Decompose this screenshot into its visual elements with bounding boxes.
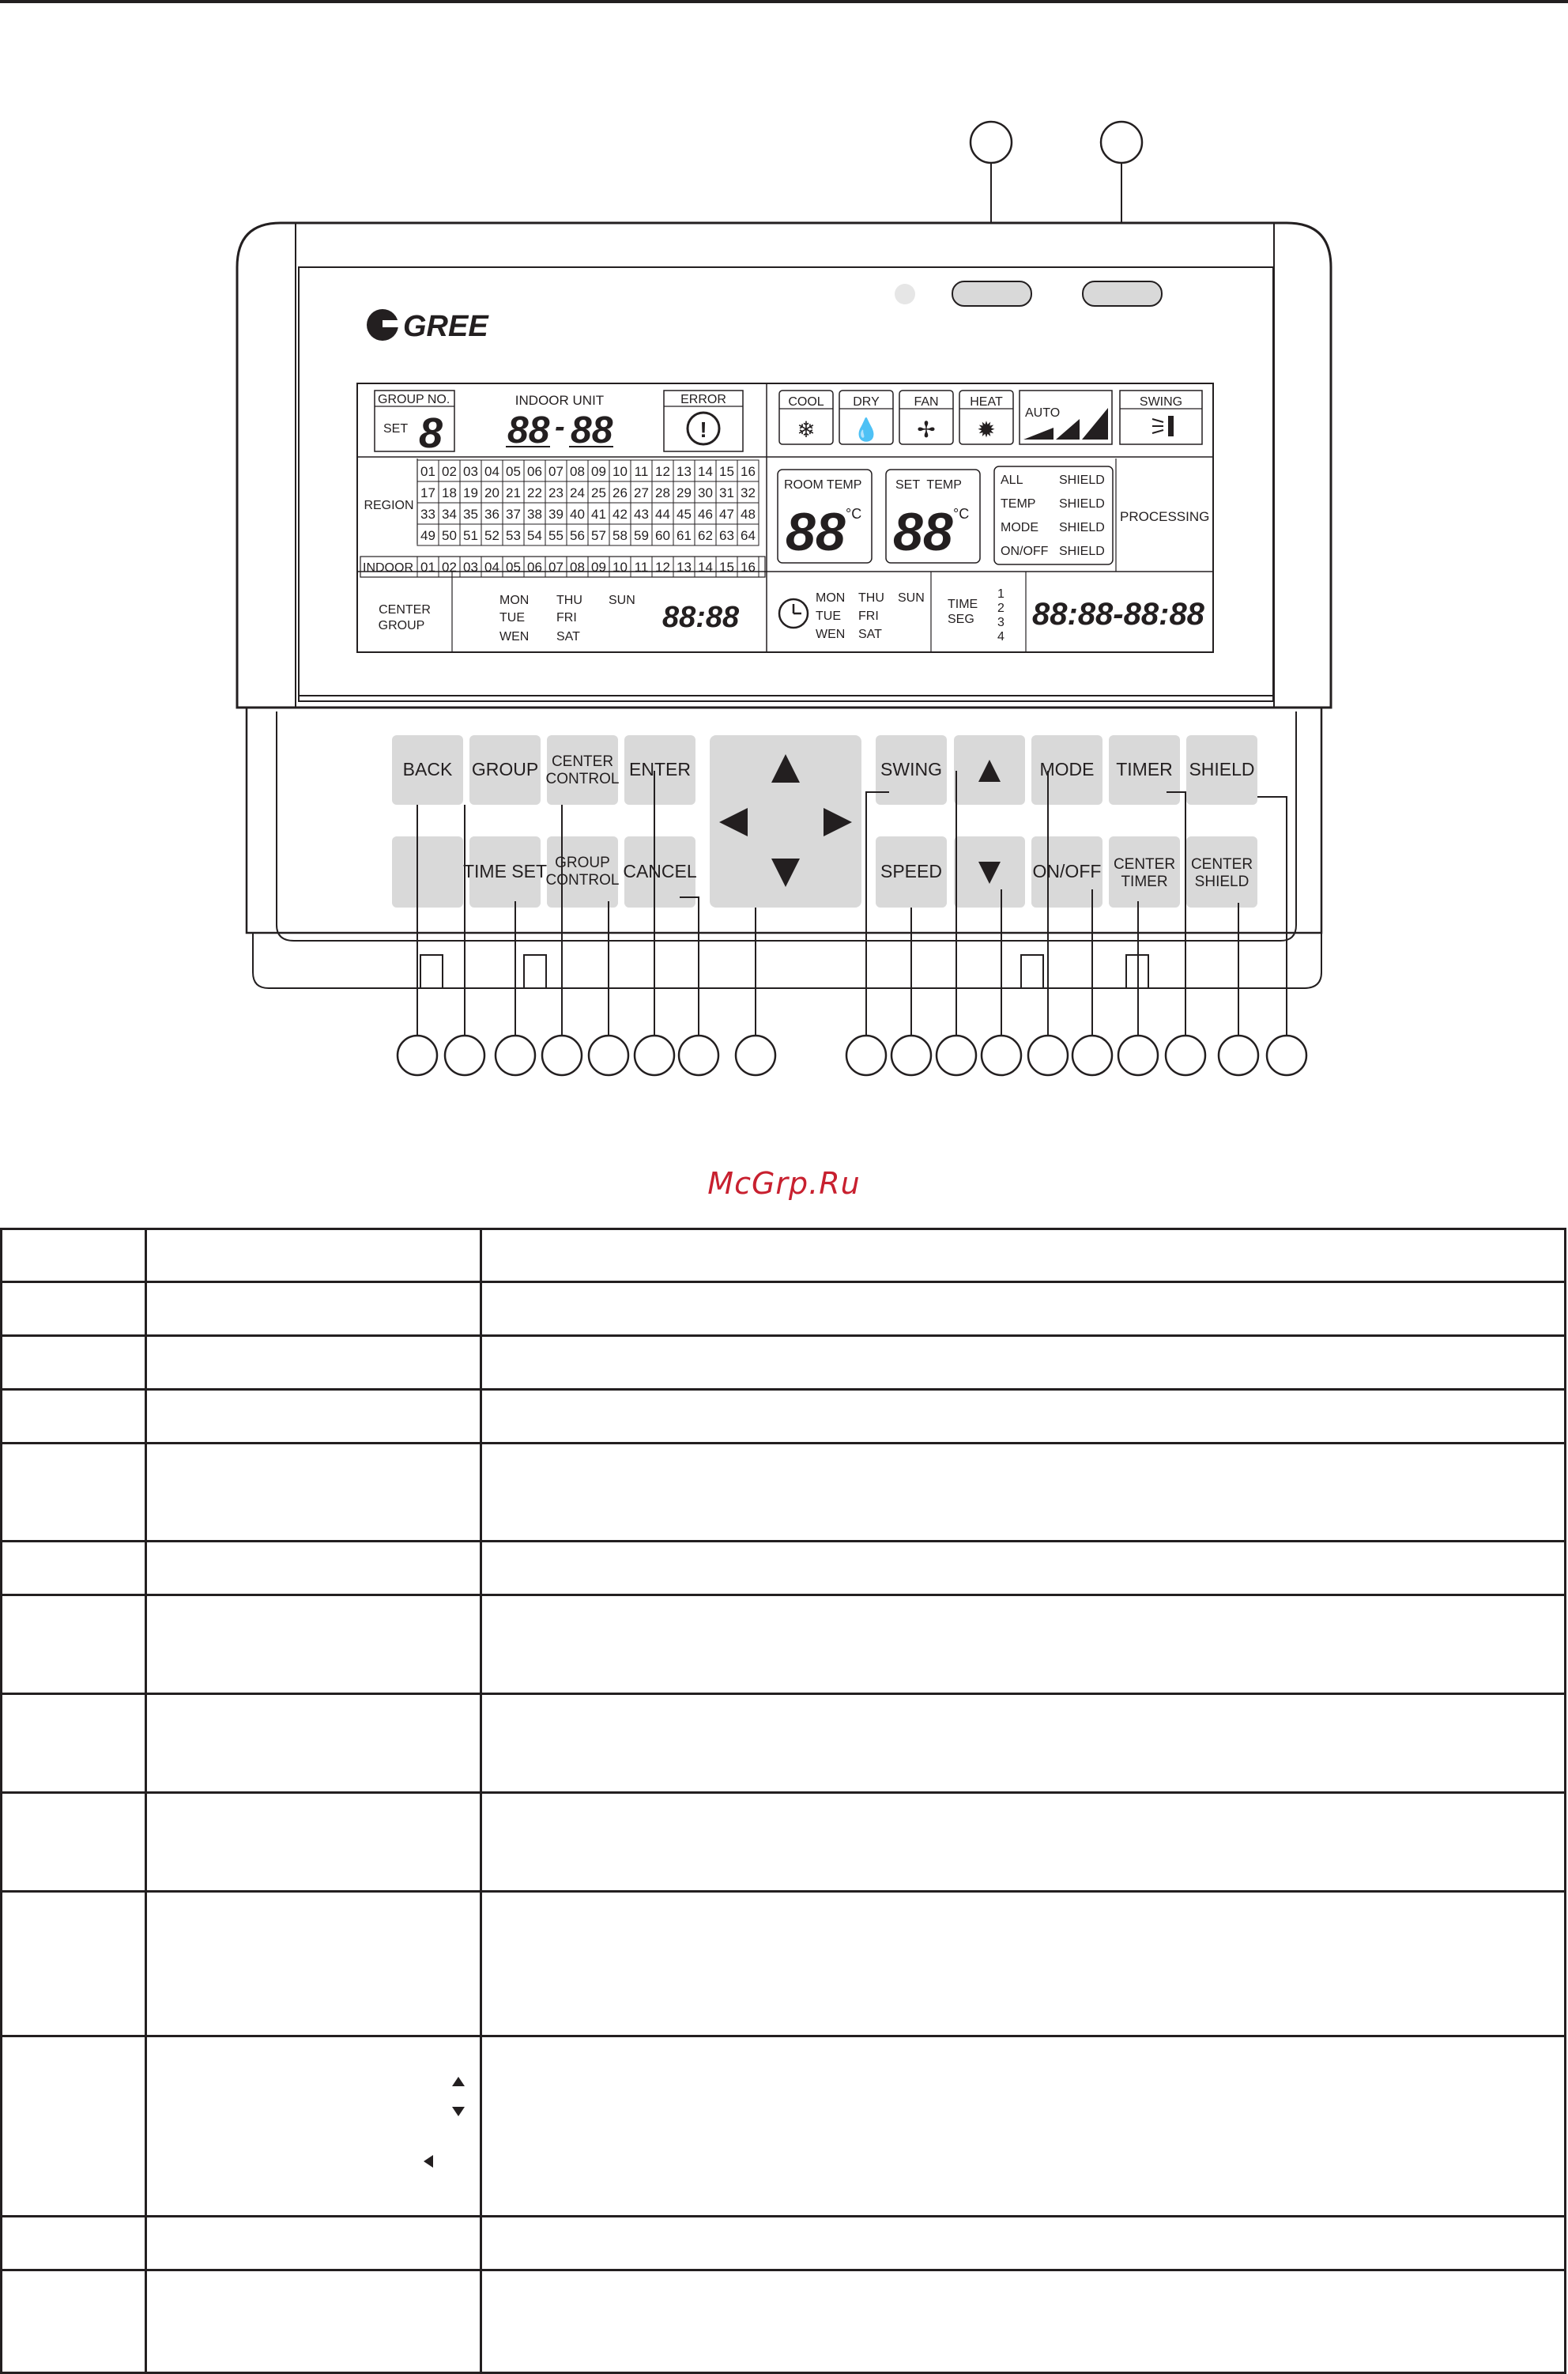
svg-text:CONTROL: CONTROL	[545, 771, 620, 788]
mode-label: COOL	[788, 395, 824, 409]
svg-text:GROUP: GROUP	[378, 619, 425, 632]
direction-pad[interactable]	[710, 735, 861, 908]
weekday-label: THU	[858, 591, 884, 605]
indicator-lamp	[952, 281, 1031, 306]
region-cell: 64	[741, 528, 756, 543]
weekday-label: TUE	[499, 611, 525, 625]
shield-name: ALL	[1001, 474, 1023, 487]
region-cell: 29	[677, 485, 692, 500]
svg-text:SHIELD: SHIELD	[1189, 759, 1255, 780]
table-row	[2, 2217, 1566, 2270]
region-cell: 01	[420, 464, 435, 479]
svg-text:ERROR: ERROR	[680, 393, 726, 406]
region-cell: 35	[463, 507, 478, 522]
region-cell: 63	[719, 528, 734, 543]
svg-text:°C: °C	[953, 506, 970, 522]
region-cell: 55	[548, 528, 564, 543]
region-cell: 45	[677, 507, 692, 522]
weekday-label: MON	[816, 591, 846, 605]
time-segment-numbers	[997, 587, 1004, 644]
gree-logo	[367, 309, 489, 343]
region-cell: 20	[484, 485, 499, 500]
shield-button[interactable]	[1186, 735, 1257, 805]
indoor-cell: 06	[527, 560, 542, 575]
table-row	[2, 1336, 1566, 1390]
table-row	[2, 1793, 1566, 1892]
indoor-cell: 16	[741, 560, 756, 575]
region-cell: 56	[570, 528, 585, 543]
timer-button[interactable]	[1109, 735, 1180, 805]
time-segment-number: 2	[997, 602, 1004, 615]
region-cell: 41	[591, 507, 606, 522]
region-cell: 51	[463, 528, 478, 543]
indoor-cell: 02	[442, 560, 457, 575]
table-row	[2, 1595, 1566, 1694]
room-temp-digits: 88	[786, 502, 846, 562]
svg-text:INDOOR UNIT: INDOOR UNIT	[514, 393, 605, 408]
shield-value: SHIELD	[1059, 545, 1105, 558]
region-cell: 61	[677, 528, 692, 543]
direction-arrows-icon	[147, 2037, 480, 2211]
region-cell: 31	[719, 485, 734, 500]
region-cell: 48	[741, 507, 756, 522]
svg-text:TIME: TIME	[948, 598, 978, 611]
shield-value: SHIELD	[1059, 521, 1105, 534]
svg-text:ON/OFF: ON/OFF	[1032, 861, 1102, 882]
indoor-unit-digits: 88	[571, 410, 613, 451]
region-cell: 47	[719, 507, 734, 522]
region-cell: 22	[527, 485, 542, 500]
description-table	[0, 1228, 1566, 2374]
region-cell: 52	[484, 528, 499, 543]
region-cell: 46	[698, 507, 713, 522]
weekday-label: SAT	[858, 628, 882, 641]
indoor-cell: 11	[634, 560, 649, 575]
indoor-cell: 10	[612, 560, 628, 575]
mode-label: HEAT	[970, 395, 1003, 409]
back-button[interactable]	[392, 735, 463, 805]
group-button[interactable]	[469, 735, 541, 805]
shield-name: TEMP	[1001, 497, 1036, 511]
indoor-cell: 09	[591, 560, 606, 575]
center-control-button[interactable]	[546, 735, 620, 805]
svg-text:SET: SET	[383, 422, 409, 436]
center-shield-button[interactable]	[1186, 836, 1257, 908]
region-cell: 02	[442, 464, 457, 479]
region-cell: 13	[677, 464, 692, 479]
indoor-cell: 03	[463, 560, 478, 575]
weekday-label: SUN	[609, 594, 635, 607]
svg-text:CENTER: CENTER	[551, 753, 614, 771]
region-cell: 26	[612, 485, 628, 500]
timer-range-digits: 88:88-88:88	[1032, 597, 1204, 632]
table-row	[2, 1694, 1566, 1793]
region-cell: 53	[506, 528, 521, 543]
shield-name: ON/OFF	[1001, 545, 1049, 558]
region-cell: 19	[463, 485, 478, 500]
svg-text:ENTER: ENTER	[629, 759, 691, 780]
weekday-label: FRI	[556, 611, 577, 625]
region-cell: 28	[655, 485, 670, 500]
svg-text:TIMER: TIMER	[1121, 874, 1168, 891]
region-cell: 39	[548, 507, 564, 522]
speed-button[interactable]	[876, 836, 947, 908]
region-cell: 05	[506, 464, 521, 479]
region-cell: 30	[698, 485, 713, 500]
svg-text:PROCESSING: PROCESSING	[1120, 509, 1210, 524]
svg-text:CENTER: CENTER	[379, 603, 431, 617]
svg-text:GROUP NO.: GROUP NO.	[378, 393, 450, 406]
shield-value: SHIELD	[1059, 474, 1105, 487]
swing-button[interactable]	[876, 735, 947, 805]
svg-text:CANCEL: CANCEL	[623, 861, 697, 882]
region-cell: 18	[442, 485, 457, 500]
status-led	[895, 284, 915, 304]
table-row	[2, 1282, 1566, 1336]
table-row	[2, 1390, 1566, 1444]
time-set-button[interactable]	[463, 836, 547, 908]
region-cell: 32	[741, 485, 756, 500]
region-cell: 23	[548, 485, 564, 500]
shield-value: SHIELD	[1059, 497, 1105, 511]
indoor-cell: 08	[570, 560, 585, 575]
svg-text:ROOM TEMP: ROOM TEMP	[784, 478, 862, 492]
time-segment-number: 1	[997, 587, 1004, 601]
region-cell: 44	[655, 507, 670, 522]
center-clock-digits: 88:88	[662, 601, 740, 634]
region-cell: 37	[506, 507, 521, 522]
svg-text:GROUP: GROUP	[471, 759, 539, 780]
svg-text:REGION: REGION	[364, 499, 414, 512]
svg-text:CENTER: CENTER	[1190, 856, 1253, 874]
table-row	[2, 1542, 1566, 1595]
weekday-label: FRI	[858, 610, 879, 623]
table-row	[2, 2036, 1566, 2217]
region-cell: 14	[698, 464, 713, 479]
svg-text:AUTO: AUTO	[1025, 406, 1061, 420]
group-number-digit: 8	[419, 410, 443, 457]
indoor-unit-digits: 88	[507, 410, 550, 451]
region-cell: 34	[442, 507, 457, 522]
region-cell: 17	[420, 485, 435, 500]
svg-text:MODE: MODE	[1039, 759, 1095, 780]
table-row	[2, 1444, 1566, 1542]
region-cell: 10	[612, 464, 628, 479]
region-cell: 54	[527, 528, 542, 543]
group-control-button[interactable]	[546, 836, 620, 908]
svg-text:BACK: BACK	[402, 759, 453, 780]
region-cell: 62	[698, 528, 713, 543]
weekday-label: MON	[499, 594, 530, 607]
mode-button[interactable]	[1031, 735, 1102, 805]
svg-text:INDOOR: INDOOR	[363, 561, 413, 575]
region-cell: 60	[655, 528, 670, 543]
region-cell: 16	[741, 464, 756, 479]
svg-text:CENTER: CENTER	[1113, 856, 1176, 874]
blank-button[interactable]	[392, 836, 463, 908]
indoor-cell: 15	[719, 560, 734, 575]
time-segment-number: 4	[997, 630, 1004, 644]
indoor-cell: 05	[506, 560, 521, 575]
region-cell: 33	[420, 507, 435, 522]
indicator-lamp	[1083, 281, 1162, 306]
svg-text:GREE: GREE	[403, 310, 488, 343]
region-cell: 42	[612, 507, 628, 522]
up-button[interactable]	[954, 735, 1025, 805]
mode-label: FAN	[914, 395, 939, 409]
svg-text:SPEED: SPEED	[880, 861, 942, 882]
svg-text:SWING: SWING	[1139, 395, 1183, 409]
region-cell: 25	[591, 485, 606, 500]
callout-circle	[971, 122, 1012, 163]
region-cell: 15	[719, 464, 734, 479]
svg-text:-: -	[555, 410, 565, 443]
region-cell: 43	[634, 507, 649, 522]
region-cell: 36	[484, 507, 499, 522]
weekday-label: SUN	[898, 591, 925, 605]
region-cell: 58	[612, 528, 628, 543]
region-cell: 59	[634, 528, 649, 543]
weekday-label: WEN	[816, 628, 846, 641]
region-cell: 50	[442, 528, 457, 543]
region-cell: 24	[570, 485, 585, 500]
svg-text:GROUP: GROUP	[555, 855, 610, 872]
region-cell: 03	[463, 464, 478, 479]
region-cell: 08	[570, 464, 585, 479]
table-row	[2, 1892, 1566, 2036]
region-cell: 49	[420, 528, 435, 543]
weekday-label: WEN	[499, 630, 530, 644]
weekday-label: SAT	[556, 630, 580, 644]
region-cell: 09	[591, 464, 606, 479]
controller-diagram	[0, 0, 1568, 1107]
weekday-label: THU	[556, 594, 582, 607]
sun-icon: ✹	[977, 417, 996, 442]
table-row	[2, 1229, 1566, 1282]
set-temp-digits: 88	[893, 502, 953, 562]
table-row	[2, 2270, 1566, 2373]
callout-circle	[1101, 122, 1142, 163]
indoor-cell: 04	[484, 560, 499, 575]
indoor-cell: 01	[420, 560, 435, 575]
mode-label: DRY	[853, 395, 880, 409]
droplets-icon: 💧	[852, 417, 880, 442]
indoor-cell: 12	[655, 560, 670, 575]
region-cell: 38	[527, 507, 542, 522]
down-button[interactable]	[954, 836, 1025, 908]
fan-icon: ✢	[917, 417, 936, 442]
time-segment-number: 3	[997, 616, 1004, 629]
region-grid	[417, 460, 759, 545]
svg-text:!: !	[699, 417, 707, 442]
weekday-label: TUE	[816, 610, 841, 623]
region-cell: 04	[484, 464, 499, 479]
region-cell: 57	[591, 528, 606, 543]
region-cell: 07	[548, 464, 564, 479]
svg-text:SET TEMP: SET TEMP	[895, 478, 962, 492]
enter-button[interactable]	[624, 735, 695, 805]
svg-text:SEG: SEG	[948, 613, 974, 626]
svg-text:°C: °C	[846, 506, 862, 522]
svg-text:SWING: SWING	[880, 759, 942, 780]
watermark: McGrp.Ru	[707, 1166, 861, 1201]
region-cell: 06	[527, 464, 542, 479]
center-timer-button[interactable]	[1109, 836, 1180, 908]
region-cell: 12	[655, 464, 670, 479]
region-cell: 11	[634, 464, 649, 479]
indoor-cell: 13	[677, 560, 692, 575]
region-cell: 21	[506, 485, 521, 500]
svg-text:TIME SET: TIME SET	[462, 861, 548, 882]
indoor-cell: 07	[548, 560, 564, 575]
svg-text:CONTROL: CONTROL	[545, 872, 620, 889]
indoor-cell: 14	[698, 560, 713, 575]
region-cell: 40	[570, 507, 585, 522]
svg-text:SHIELD: SHIELD	[1194, 874, 1250, 891]
region-cell: 27	[634, 485, 649, 500]
indoor-grid	[417, 557, 759, 577]
shield-name: MODE	[1001, 521, 1038, 534]
snowflake-icon: ❄	[797, 417, 816, 442]
svg-text:TIMER: TIMER	[1116, 759, 1173, 780]
